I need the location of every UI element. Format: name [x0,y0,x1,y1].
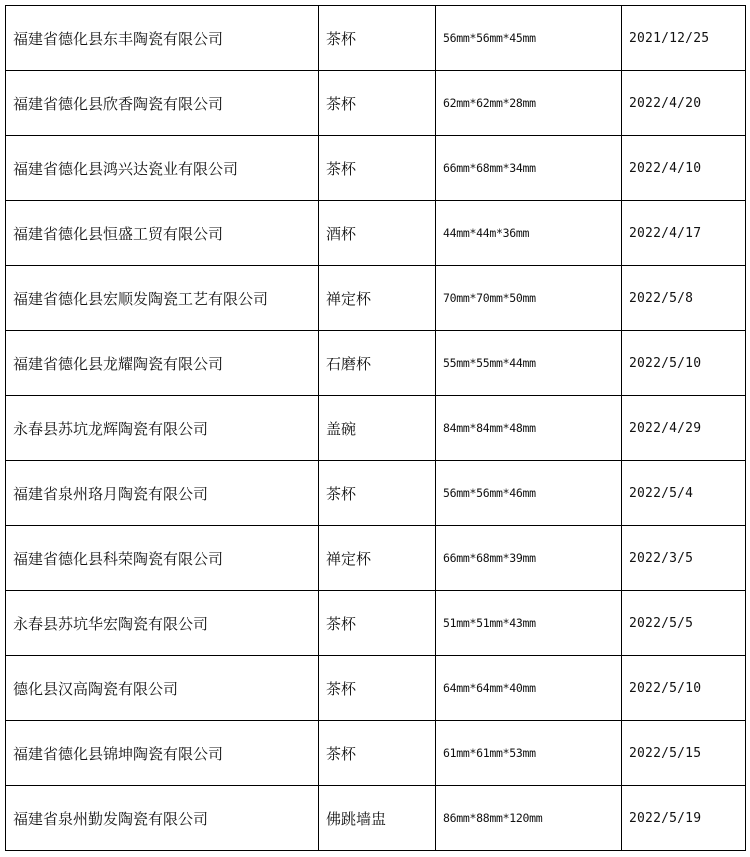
size-cell: 62mm*62mm*28mm [436,71,622,136]
table-row [6,71,746,136]
size-cell: 61mm*61mm*53mm [436,721,622,786]
company-name-cell: 福建省德化县欣香陶瓷有限公司 [6,71,319,136]
company-name-cell: 福建省德化县宏顺发陶瓷工艺有限公司 [6,266,319,331]
product-cell: 茶杯 [319,71,436,136]
product-cell: 茶杯 [319,461,436,526]
table-row [6,656,746,721]
date-cell: 2022/4/20 [622,71,746,136]
date-cell: 2022/5/19 [622,786,746,851]
date-cell: 2022/5/5 [622,591,746,656]
date-cell: 2022/5/10 [622,331,746,396]
product-cell: 盖碗 [319,396,436,461]
company-name-cell: 永春县苏坑华宏陶瓷有限公司 [6,591,319,656]
table-row [6,526,746,591]
product-cell: 酒杯 [319,201,436,266]
company-name-cell: 福建省德化县锦坤陶瓷有限公司 [6,721,319,786]
size-cell: 66mm*68mm*34mm [436,136,622,201]
date-cell: 2022/3/5 [622,526,746,591]
table-row [6,6,746,71]
size-cell: 44mm*44m*36mm [436,201,622,266]
company-product-table [5,5,746,851]
company-name-cell: 福建省泉州勤发陶瓷有限公司 [6,786,319,851]
date-cell: 2022/5/4 [622,461,746,526]
date-cell: 2022/5/10 [622,656,746,721]
product-cell: 茶杯 [319,136,436,201]
size-cell: 64mm*64mm*40mm [436,656,622,721]
company-name-cell: 德化县汉高陶瓷有限公司 [6,656,319,721]
size-cell: 86mm*88mm*120mm [436,786,622,851]
company-name-cell: 永春县苏坑龙辉陶瓷有限公司 [6,396,319,461]
size-cell: 66mm*68mm*39mm [436,526,622,591]
date-cell: 2022/5/8 [622,266,746,331]
document-sheet [5,5,745,851]
table-row [6,461,746,526]
table-row [6,786,746,851]
product-cell: 茶杯 [319,656,436,721]
product-cell: 茶杯 [319,6,436,71]
date-cell: 2022/5/15 [622,721,746,786]
table-row [6,136,746,201]
product-cell: 石磨杯 [319,331,436,396]
company-name-cell: 福建省德化县鸿兴达瓷业有限公司 [6,136,319,201]
table-body [6,6,746,851]
product-cell: 茶杯 [319,721,436,786]
table-row [6,591,746,656]
product-cell: 禅定杯 [319,266,436,331]
table-row [6,201,746,266]
table-row [6,331,746,396]
size-cell: 84mm*84mm*48mm [436,396,622,461]
product-cell: 禅定杯 [319,526,436,591]
product-cell: 茶杯 [319,591,436,656]
date-cell: 2022/4/10 [622,136,746,201]
size-cell: 56mm*56mm*46mm [436,461,622,526]
table-row [6,721,746,786]
size-cell: 56mm*56mm*45mm [436,6,622,71]
table-row [6,266,746,331]
company-name-cell: 福建省德化县东丰陶瓷有限公司 [6,6,319,71]
size-cell: 51mm*51mm*43mm [436,591,622,656]
date-cell: 2022/4/29 [622,396,746,461]
size-cell: 70mm*70mm*50mm [436,266,622,331]
product-cell: 佛跳墙盅 [319,786,436,851]
date-cell: 2022/4/17 [622,201,746,266]
company-name-cell: 福建省德化县恒盛工贸有限公司 [6,201,319,266]
company-name-cell: 福建省德化县龙耀陶瓷有限公司 [6,331,319,396]
company-name-cell: 福建省德化县科荣陶瓷有限公司 [6,526,319,591]
size-cell: 55mm*55mm*44mm [436,331,622,396]
date-cell: 2021/12/25 [622,6,746,71]
table-row [6,396,746,461]
company-name-cell: 福建省泉州珞月陶瓷有限公司 [6,461,319,526]
